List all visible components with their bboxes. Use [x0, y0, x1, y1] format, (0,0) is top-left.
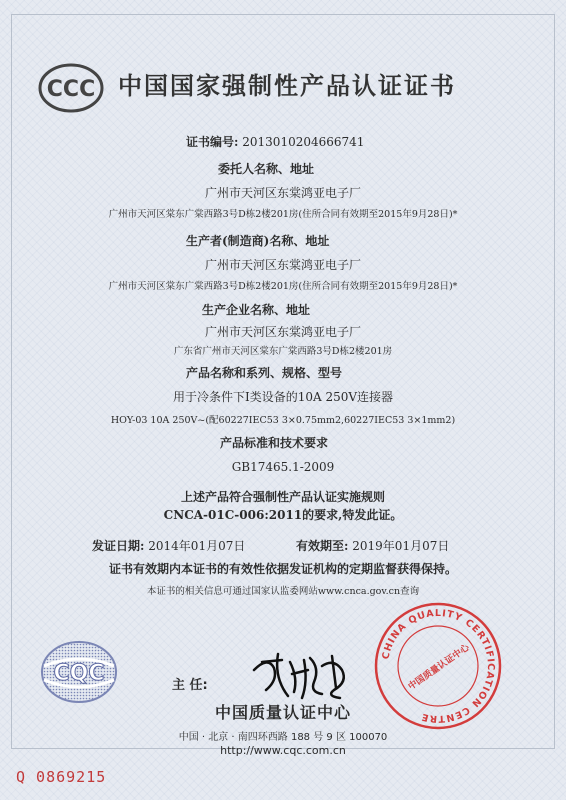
validity-note: 证书有效期内本证书的有效性依据发证机构的定期监督获得保持。	[108, 562, 457, 576]
page-title: 中国国家强制性产品认证证书	[118, 72, 456, 100]
expiry-date-value: 2019年01月07日	[352, 539, 450, 553]
factory-heading: 生产企业名称、地址	[202, 303, 311, 317]
cqc-mark-icon	[40, 640, 118, 704]
issuer-name: 中国质量认证中心	[214, 703, 351, 722]
expiry-date-label: 有效期至:	[296, 539, 349, 553]
applicant-address: 广州市天河区棠东广棠西路3号D栋2楼201房(住所合同有效期至2015年9月28日)*	[108, 209, 458, 220]
issuer-website: http://www.cqc.com.cn	[220, 744, 346, 757]
cert-number	[186, 133, 364, 150]
serial-number: Q 0869215	[16, 768, 107, 786]
manufacturer-address: 广州市天河区棠东广棠西路3号D栋2楼201房(住所合同有效期至2015年9月28日)*	[108, 281, 458, 292]
ccc-mark-icon	[38, 63, 104, 113]
factory-address: 广东省广州市天河区棠东广棠西路3号D栋2楼201房	[173, 346, 393, 357]
cqc-logo-text: CQC	[53, 661, 105, 686]
issue-date-value: 2014年01月07日	[148, 539, 246, 553]
issuer-address: 中国 · 北京 · 南四环西路 188 号 9 区 100070	[178, 732, 388, 743]
product-heading: 产品名称和系列、规格、型号	[186, 366, 343, 380]
manufacturer-heading: 生产者(制造商)名称、地址	[186, 234, 330, 248]
manufacturer-name: 广州市天河区东棠鸿亚电子厂	[204, 258, 361, 272]
product-model: HOY-03 10A 250V~(配60227IEC53 3×0.75mm2,60227IEC53 3×1mm2)	[110, 415, 456, 426]
factory-name: 广州市天河区东棠鸿亚电子厂	[204, 325, 361, 339]
applicant-heading: 委托人名称、地址	[218, 162, 315, 176]
standard-heading: 产品标准和技术要求	[220, 436, 329, 450]
query-note: 本证书的相关信息可通过国家认监委网站www.cnca.gov.cn查询	[146, 586, 420, 597]
expiry-date	[296, 537, 449, 554]
seal-outer-text: CHINA QUALITY CERTIFICATION CENTRE	[380, 607, 497, 725]
cert-number-value: 2013010204666741	[242, 135, 365, 149]
compliance-line1: 上述产品符合强制性产品认证实施规则	[180, 490, 385, 504]
standard-value: GB17465.1-2009	[231, 460, 335, 474]
applicant-name: 广州市天河区东棠鸿亚电子厂	[204, 186, 361, 200]
issue-date-label: 发证日期:	[92, 539, 145, 553]
ccc-logo-text: CCC	[46, 77, 96, 102]
signature-icon	[248, 648, 358, 704]
cert-number-label: 证书编号:	[186, 135, 239, 149]
signature-label: 主 任:	[172, 678, 208, 693]
product-name: 用于冷条件下Ⅰ类设备的10A 250V连接器	[172, 390, 394, 404]
seal-inner-text: 中国质量认证中心	[406, 642, 472, 693]
compliance-line2: CNCA-01C-006:2011的要求,特发此证。	[163, 508, 403, 522]
issue-date	[92, 537, 245, 554]
